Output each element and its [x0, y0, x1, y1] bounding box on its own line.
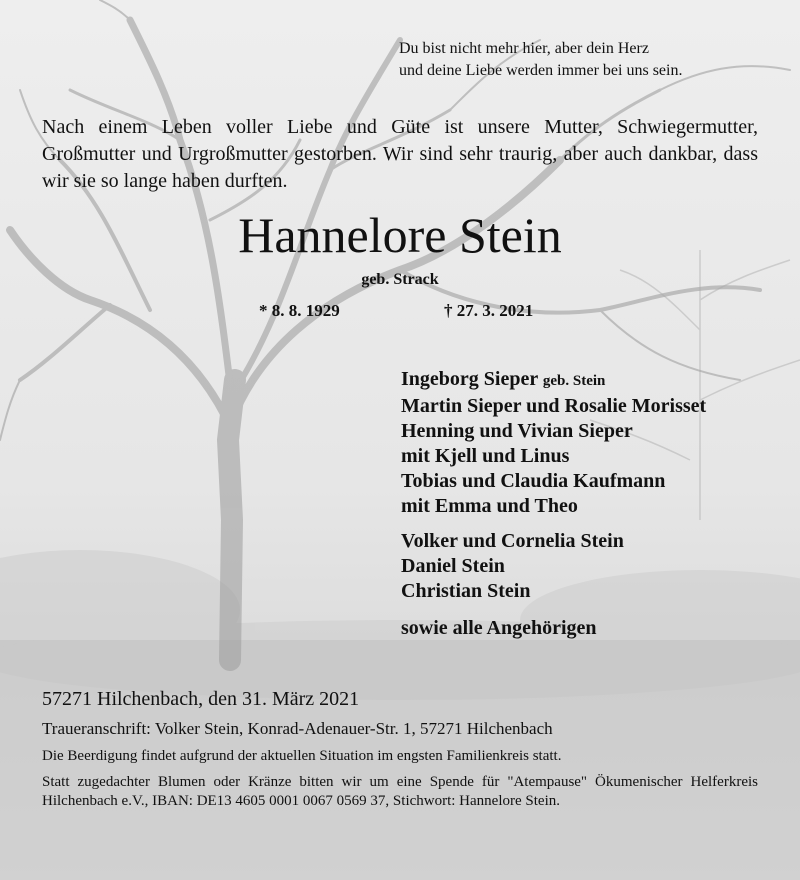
motto-line: Du bist nicht mehr hier, aber dein Herz	[399, 40, 649, 57]
mourner-line	[401, 367, 706, 394]
place-date: 57271 Hilchenbach, den 31. März 2021	[42, 688, 360, 710]
mourner-line: mit Emma und Theo	[401, 495, 578, 517]
motto-quote	[399, 38, 682, 82]
deceased-name: Hannelore Stein	[238, 207, 562, 263]
motto-line: und deine Liebe werden immer bei uns sein.	[399, 62, 683, 79]
maiden-name: geb. Strack	[361, 271, 439, 288]
death-date: † 27. 3. 2021	[444, 301, 534, 320]
donation-note: Statt zugedachter Blumen oder Kränze bitten wir um eine Spende für "Atempause" Ökumenischer Helferkreis Hilchenbach e.V., IBAN: DE13 4605 0001 0067 0569 37, Stichwort: Hannelore Stein.	[42, 774, 758, 809]
mourning-address: Traueranschrift: Volker Stein, Konrad-Adenauer-Str. 1, 57271 Hilchenbach	[42, 719, 553, 738]
mourner-note: geb. Stein	[542, 373, 606, 389]
intro-text: Nach einem Leben voller Liebe und Güte ist unsere Mutter, Schwiegermutter, Großmutter und Urgroßmutter gestorben. Wir sind sehr traurig, aber auch dankbar, dass wir sie so lange haben durften.	[42, 116, 758, 192]
mourner-line: Tobias und Claudia Kaufmann	[401, 470, 666, 492]
mourners-list	[401, 367, 706, 641]
mourner-line: mit Kjell und Linus	[401, 445, 570, 467]
mourner-line: Christian Stein	[401, 580, 531, 602]
mourner-line: Volker und Cornelia Stein	[401, 530, 624, 552]
funeral-note: Die Beerdigung findet aufgrund der aktuellen Situation im engsten Familienkreis statt.	[42, 748, 562, 764]
birth-date: * 8. 8. 1929	[259, 301, 340, 320]
mourner-closing: sowie alle Angehörigen	[401, 617, 597, 639]
mourner-name: Ingeborg Sieper	[401, 368, 538, 390]
mourner-line: Martin Sieper und Rosalie Morisset	[401, 395, 707, 417]
mourner-line: Daniel Stein	[401, 555, 505, 577]
mourner-line: Henning und Vivian Sieper	[401, 420, 633, 442]
